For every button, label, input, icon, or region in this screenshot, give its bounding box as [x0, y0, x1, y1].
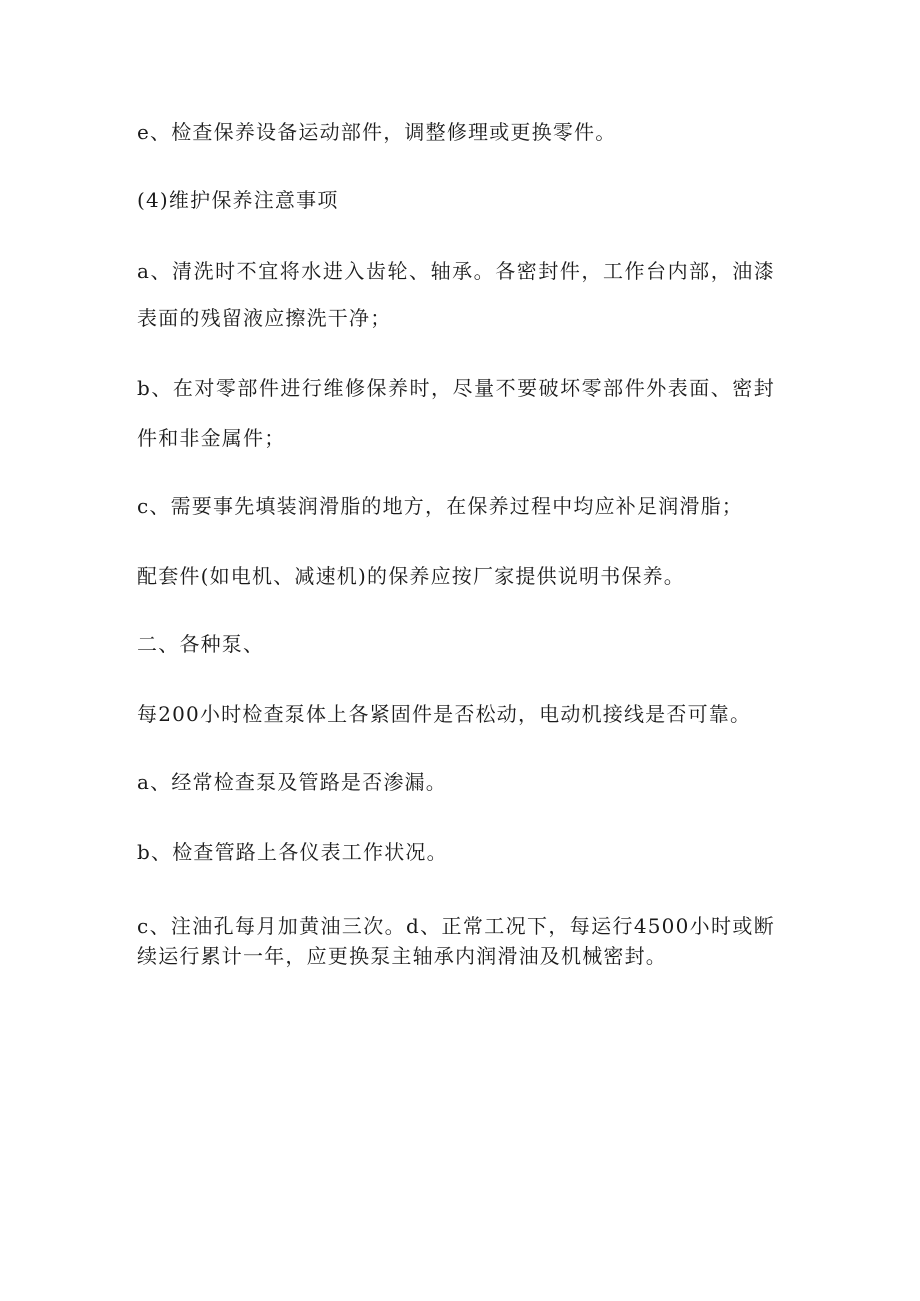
paragraph-line: b、检查管路上各仪表工作状况。	[137, 840, 448, 864]
paragraph-line: 表面的残留液应擦洗干净；	[137, 306, 392, 330]
paragraph-line: e、检查保养设备运动部件，调整修理或更换零件。	[137, 120, 617, 144]
paragraph-line: b、在对零部件进行维修保养时，尽量不要破坏零部件外表面、密封	[137, 376, 775, 400]
paragraph-line: a、经常检查泵及管路是否渗漏。	[137, 770, 447, 794]
section-heading: (4)维护保养注意事项	[137, 188, 339, 212]
section-heading: 二、各种泵、	[137, 632, 265, 656]
paragraph-line: a、清洗时不宜将水进入齿轮、轴承。各密封件，工作台内部，油漆	[137, 259, 775, 283]
paragraph-line: c、需要事先填装润滑脂的地方，在保养过程中均应补足润滑脂；	[137, 494, 744, 518]
paragraph-line: 件和非金属件；	[137, 426, 286, 450]
paragraph-line: 每200小时检查泵体上各紧固件是否松动，电动机接线是否可靠。	[137, 702, 752, 726]
paragraph-line: c、注油孔每月加黄油三次。d、正常工况下，每运行4500小时或断	[137, 914, 775, 938]
paragraph-line: 续运行累计一年，应更换泵主轴承内润滑油及机械密封。	[137, 944, 667, 968]
paragraph-line: 配套件(如电机、减速机)的保养应按厂家提供说明书保养。	[137, 564, 686, 588]
